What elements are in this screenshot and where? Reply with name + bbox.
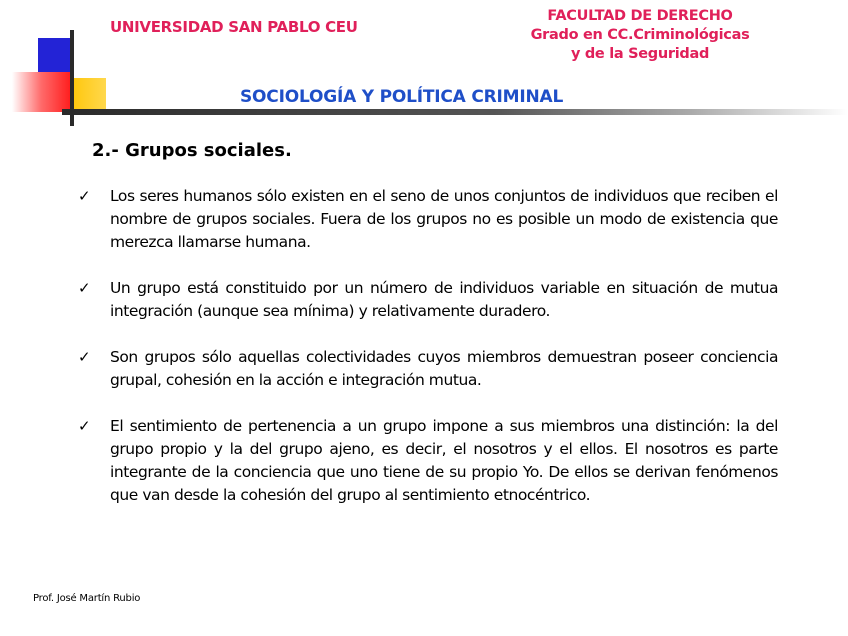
course-title: SOCIOLOGÍA Y POLÍTICA CRIMINAL [240, 87, 564, 107]
list-item [78, 277, 778, 323]
list-item [78, 415, 778, 507]
checkmark-icon: ✓ [78, 279, 91, 297]
checkmark-icon: ✓ [78, 417, 91, 435]
university-logo [10, 30, 120, 130]
header-divider [62, 109, 848, 115]
university-name: UNIVERSIDAD SAN PABLO CEU [110, 18, 358, 36]
faculty-line: FACULTAD DE DERECHO [547, 8, 733, 24]
bullet-text: Un grupo está constituido por un número de individuos variable en situación de mutua integración (aunque sea mínima) y relativamente duradero. [110, 279, 778, 320]
degree-line: Grado en CC.Criminológicas [530, 27, 750, 43]
list-item [78, 346, 778, 392]
bullet-text: Los seres humanos sólo existen en el seno de unos conjuntos de individuos que reciben el nombre de grupos sociales. Fuera de los grupos no es posible un modo de existencia que merezca llamarse humana. [110, 187, 778, 251]
checkmark-icon: ✓ [78, 348, 91, 366]
logo-red-square [12, 72, 70, 112]
bullet-text: El sentimiento de pertenencia a un grupo impone a sus miembros una distinción: la del grupo propio y la del grupo ajeno, es decir, el nosotros y el ellos. El nosotros es parte integrante de la conciencia que uno tiene de su propio Yo. De ellos se derivan fenómenos que van desde la cohesión del grupo al sentimiento etnocéntrico. [110, 417, 778, 504]
bullet-list [78, 185, 778, 530]
section-title: 2.- Grupos sociales. [92, 140, 292, 161]
checkmark-icon: ✓ [78, 187, 91, 205]
author-footer: Prof. José Martín Rubio [33, 593, 141, 604]
logo-blue-square [38, 38, 74, 74]
faculty-info [500, 7, 780, 64]
degree-line-continued: y de la Seguridad [570, 46, 710, 62]
bullet-text: Son grupos sólo aquellas colectividades cuyos miembros demuestran poseer conciencia grupal, cohesión en la acción e integración mutua. [110, 348, 778, 389]
list-item [78, 185, 778, 254]
